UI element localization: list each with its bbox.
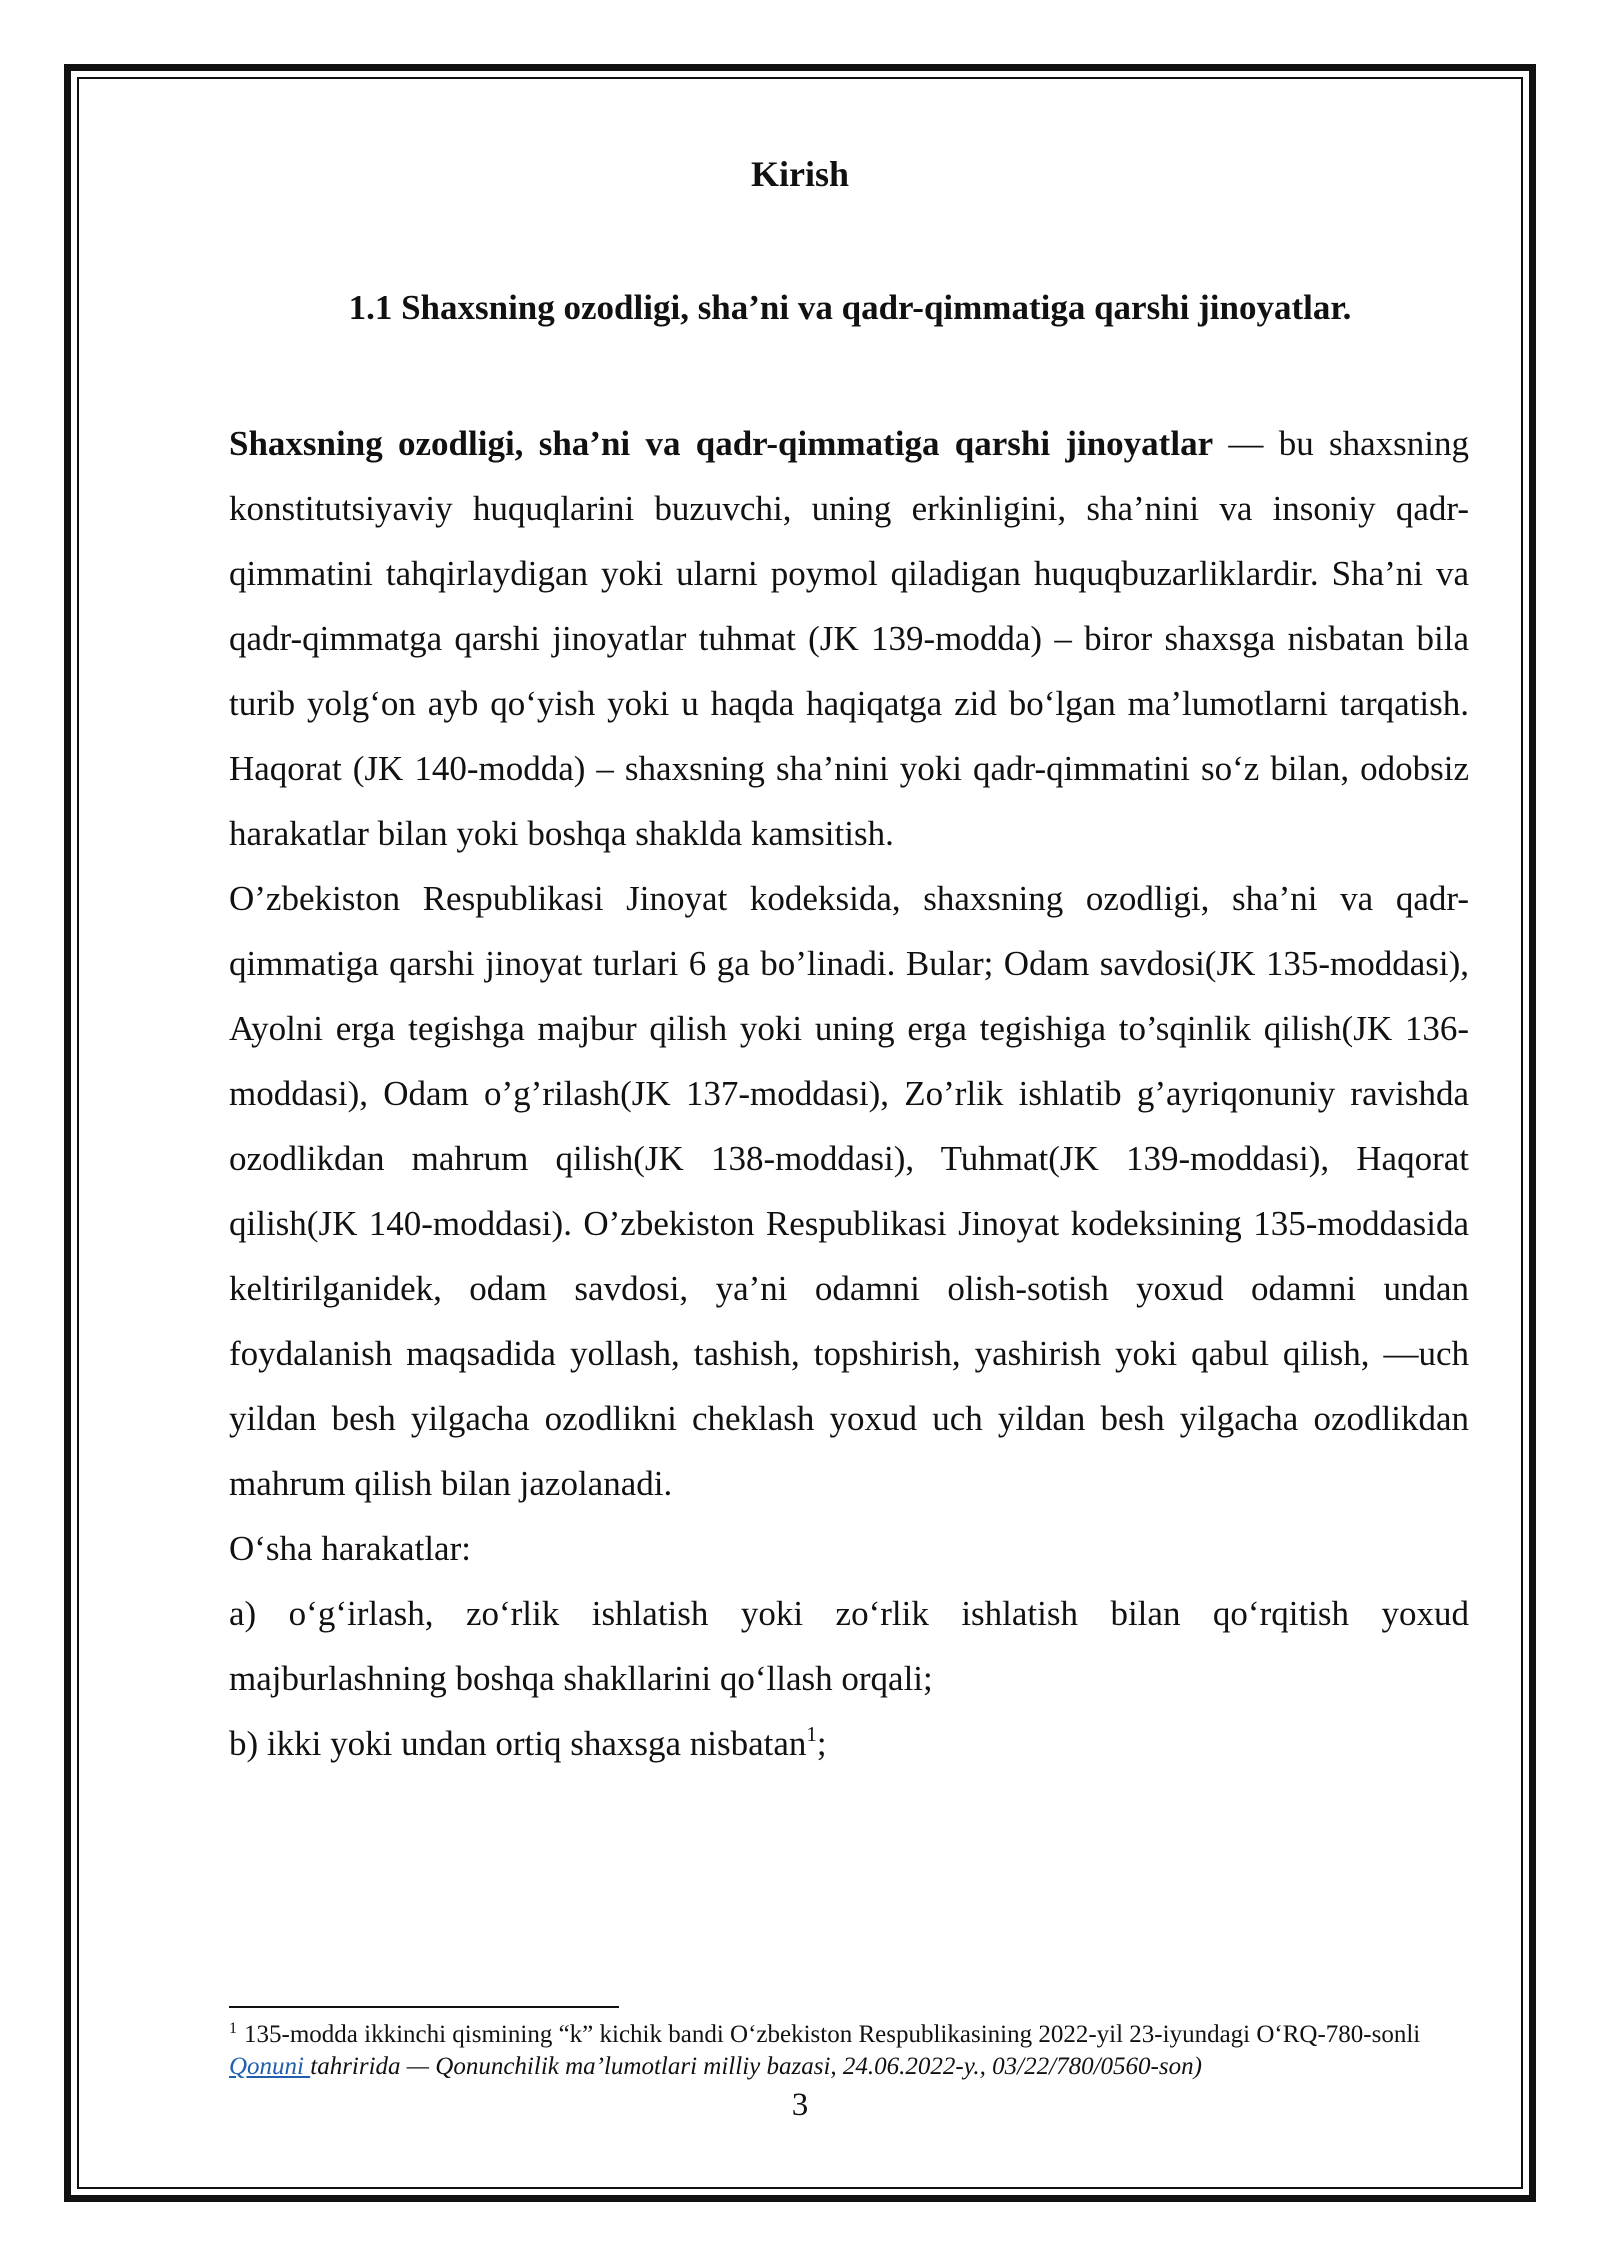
paragraph-text: b) ikki yoki undan ortiq shaxsga nisbatan (229, 1724, 807, 1763)
page-number: 3 (791, 2087, 809, 2123)
paragraph-text: O’zbekiston Respublikasi Jinoyat kodeksida, shaxsning ozodligi, sha’ni va qadr-qimmatiga qarshi jinoyat turlari 6 ga bo’linadi. Bular; Odam savdosi(JK 135-moddasi), Ayolni erga tegishga majbur qilish yoki uning erga tegishiga to’sqinlik qilish(JK 136-moddasi), Odam o’g’rilash(JK 137-moddasi), Zo’rlik ishlatib g’ayriqonuniy ravishda ozodlikdan mahrum qilish(JK 138-moddasi), Tuhmat(JK 139-moddasi), Haqorat qilish(JK 140-moddasi). O’zbekiston Respublikasi Jinoyat kodeksining 135-moddasida keltirilganidek, odam savdosi, ya’ni odamni olish-sotish yoxud odamni undan foydalanish maqsadida yollash, tashish, topshirish, yashirish yoki qabul qilish, —uch yildan besh yilgacha ozodlikni cheklash yoxud uch yildan besh yilgacha ozodlikdan mahrum qilish bilan jazolanadi. (229, 879, 1469, 1503)
footnote-source-text: tahririda — Qonunchilik ma’lumotlari milliy bazasi, 24.06.2022-y., 03/22/780/0560-son) (310, 2053, 1202, 2080)
paragraph-text: a) o‘g‘irlash, zo‘rlik ishlatish yoki zo‘rlik ishlatish bilan qo‘rqitish yoxud majburlashning boshqa shakllarini qo‘llash orqali; (229, 1594, 1469, 1698)
footnote-text: 135-modda ikkinchi qismining “k” kichik bandi O‘zbekiston Respublikasining 2022-yil 23-iyundagi O‘RQ-780-sonli (244, 2021, 1421, 2048)
paragraph-text-end: ; (816, 1724, 827, 1763)
footnote (229, 2019, 1469, 2083)
document-body (229, 411, 1469, 1776)
footnote-separator (229, 2006, 619, 2008)
paragraph-definition (229, 411, 1469, 866)
footnote-reference[interactable]: 1 (806, 1722, 817, 1746)
page-title: Kirish (750, 154, 849, 194)
paragraph-crime-types (229, 866, 1469, 1516)
bold-term: Shaxsning ozodligi, sha’ni va qadr-qimmatiga qarshi jinoyatlar (229, 424, 1214, 463)
footnote-link[interactable]: Qonuni (229, 2053, 311, 2080)
paragraph-same-actions (229, 1516, 1469, 1581)
paragraph-text: — bu shaxsning konstitutsiyaviy huquqlarini buzuvchi, uning erkinligini, sha’nini va insoniy qadr-qimmatini tahqirlaydigan yoki ularni poymol qiladigan huquqbuzarliklardir. Sha’ni va qadr-qimmatga qarshi jinoyatlar tuhmat (JK 139-modda) – biror shaxsga nisbatan bila turib yolg‘on ayb qo‘yish yoki u haqda haqiqatga zid bo‘lgan ma’lumotlarni tarqatish. Haqorat (JK 140-modda) – shaxsning sha’nini yoki qadr-qimmatini so‘z bilan, odobsiz harakatlar bilan yoki boshqa shaklda kamsitish. (229, 424, 1469, 853)
list-item-a (229, 1581, 1469, 1711)
list-item-b (229, 1711, 1469, 1776)
section-heading: 1.1 Shaxsning ozodligi, sha’ni va qadr-qimmatiga qarshi jinoyatlar. (348, 288, 1352, 327)
paragraph-text: O‘sha harakatlar: (229, 1529, 471, 1568)
footnote-number: 1 (229, 2020, 237, 2037)
